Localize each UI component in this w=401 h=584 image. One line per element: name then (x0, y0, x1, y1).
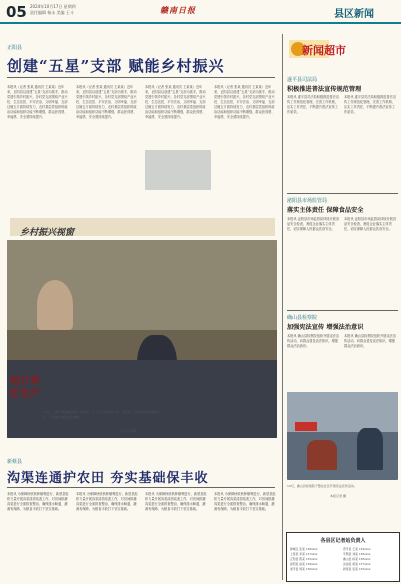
page-info: 2024年10月17日 星期四 责任编辑 杨永 美编 王斗 (30, 4, 76, 15)
story-headline: 沟渠连通护农田 夯实基础保丰收 (7, 471, 209, 486)
story-body: 本报讯 为保障秋收秋种顺利进行，新蔡县组织力量开展沟渠清淤疏浚工作，对田间排灌沟渠进行全面排查整治，确保排水畅通、灌溉有保障，为粮食丰收打下坚实基础。 (145, 492, 207, 511)
photo-credit: 本报记者 摄 (330, 494, 346, 498)
contact-entry: 驿城区 张某 138xxxx (290, 547, 318, 551)
contact-entry: 平舆县 刘某 136xxxx (343, 552, 371, 556)
inset-photo (145, 150, 211, 190)
news-kicker: 确山县检察院 (287, 315, 318, 321)
worker-figure (37, 280, 73, 330)
news-body: 本报讯 确山县检察院组织开展宪法宣传活动，向群众普及宪法知识，增强群众法治意识。 (344, 334, 397, 348)
news-kicker: 泌阳县市场监管局 (287, 198, 328, 204)
news-body: 本报讯 泌阳县市场监管局持续开展食品安全检查，督促企业落实主体责任，切实保障人民群众饮食安全。 (344, 217, 397, 231)
news-photo (287, 392, 398, 480)
story-body: 本报讯 为保障秋收秋种顺利进行，新蔡县组织力量开展沟渠清淤疏浚工作，对田间排灌沟渠进行全面排查整治，确保排水畅通、灌溉有保障，为粮食丰收打下坚实基础。 (76, 492, 138, 511)
news-headline: 积极推进普法宣传规范管理 (287, 86, 362, 93)
news-body: 本报讯 遂平县司法局积极推进普法宣传工作规范化管理，完善工作机制，压实工作责任，不断提升普法宣传工作质效。 (344, 95, 397, 114)
story-kicker: 新蔡县 (7, 459, 23, 465)
contact-entry: 泌阳县 赵某 139xxxx (290, 562, 318, 566)
main-photo (7, 240, 277, 438)
story-kicker: 正阳县 (7, 45, 23, 51)
divider (287, 310, 398, 311)
column-logo: 新闻超市 (302, 44, 346, 57)
photo-credit: 本报记者 摄 (120, 429, 136, 433)
news-body: 本报讯 遂平县司法局积极推进普法宣传工作规范化管理，完善工作机制，压实工作责任，不断提升普法宣传工作质效。 (287, 95, 340, 114)
story-body: 本报讯（记者 张某 通讯员 王某某）近年来，正阳县以创建“五星”支部为抓手，推动党建引领乡村振兴，各村党支部围绕产业兴旺、生态宜居、平安法治、文明幸福、支部过硬五方面持续发力，农村基层党组织的政治功能和组织功能不断增强，群众获得感、幸福感、安全感持续提升。 (214, 85, 275, 119)
story-body: 本报讯（记者 张某 通讯员 王某某）近年来，正阳县以创建“五星”支部为抓手，推动党建引领乡村振兴，各村党支部围绕产业兴旺、生态宜居、平安法治、文明幸福、支部过硬五方面持续发力，农村基层党组织的政治功能和组织功能不断增强，群众获得感、幸福感、安全感持续提升。 (145, 85, 206, 119)
column-divider (282, 34, 283, 580)
divider (287, 193, 398, 194)
contact-box (286, 532, 400, 582)
news-headline: 落实主体责任 保障食品安全 (287, 207, 364, 214)
person-figure (357, 428, 383, 470)
contact-entry: 遂平县 周某 136xxxx (290, 567, 318, 571)
news-headline: 加强宪法宣传 增强法治意识 (287, 324, 364, 331)
news-body: 本报讯 泌阳县市场监管局持续开展食品安全检查，督促企业落实主体责任，切实保障人民群众饮食安全。 (287, 217, 340, 231)
photo-caption: 10月，确山县检察院干警在社区开展宪法宣传活动。 (287, 484, 357, 488)
photo-overlay-title: 赶订单 忙生产 (10, 376, 40, 400)
header-rule (0, 22, 401, 24)
banner-sign (295, 422, 317, 431)
contact-entry: 上蔡县 李某 137xxxx (290, 552, 318, 556)
story-body: 本报讯 为保障秋收秋种顺利进行，新蔡县组织力量开展沟渠清淤疏浚工作，对田间排灌沟渠进行全面排查整治，确保排水畅通、灌溉有保障，为粮食丰收打下坚实基础。 (7, 492, 69, 511)
contact-title: 各县区记者站负责人 (320, 538, 366, 544)
divider (7, 77, 275, 78)
section-title: 县区新闻 (334, 9, 374, 20)
contact-entry: 确山县 杨某 138xxxx (343, 557, 371, 561)
news-body: 本报讯 确山县检察院组织开展宪法宣传活动，向群众普及宪法知识，增强群众法治意识。 (287, 334, 340, 348)
story-body: 本报讯（记者 张某 通讯员 王某某）近年来，正阳县以创建“五星”支部为抓手，推动党建引领乡村振兴，各村党支部围绕产业兴旺、生态宜居、平安法治、文明幸福、支部过硬五方面持续发力，农村基层党组织的政治功能和组织功能不断增强，群众获得感、幸福感、安全感持续提升。 (76, 85, 137, 119)
contact-entry: 汝南县 黄某 137xxxx (343, 562, 371, 566)
masthead: 赣南日报 (160, 5, 196, 15)
photo-caption: 10月，正阳县某镇服装加工车间里，工人们正在赶制订单。近年来，当地积极发展特色产业，带动群众就近就业增收。 (43, 410, 161, 419)
contact-list (290, 547, 396, 572)
story-body: 本报讯（记者 张某 通讯员 王某某）近年来，正阳县以创建“五星”支部为抓手，推动党建引领乡村振兴，各村党支部围绕产业兴旺、生态宜居、平安法治、文明幸福、支部过硬五方面持续发力，农村基层党组织的政治功能和组织功能不断增强，群众获得感、幸福感、安全感持续提升。 (7, 85, 68, 119)
person-figure (307, 440, 337, 470)
story-headline: 创建“五星”支部 赋能乡村振兴 (7, 57, 225, 75)
page-number: 05 (6, 3, 27, 21)
news-kicker: 遂平县司法局 (287, 77, 318, 83)
banner-title: 乡村振兴视窗 (20, 228, 75, 238)
contact-entry: 西平县 王某 139xxxx (343, 547, 371, 551)
contact-entry: 新蔡县 吴某 135xxxx (343, 567, 371, 571)
divider (7, 487, 275, 488)
story-body: 本报讯 为保障秋收秋种顺利进行，新蔡县组织力量开展沟渠清淤疏浚工作，对田间排灌沟渠进行全面排查整治，确保排水畅通、灌溉有保障，为粮食丰收打下坚实基础。 (214, 492, 276, 511)
contact-entry: 正阳县 陈某 135xxxx (290, 557, 318, 561)
